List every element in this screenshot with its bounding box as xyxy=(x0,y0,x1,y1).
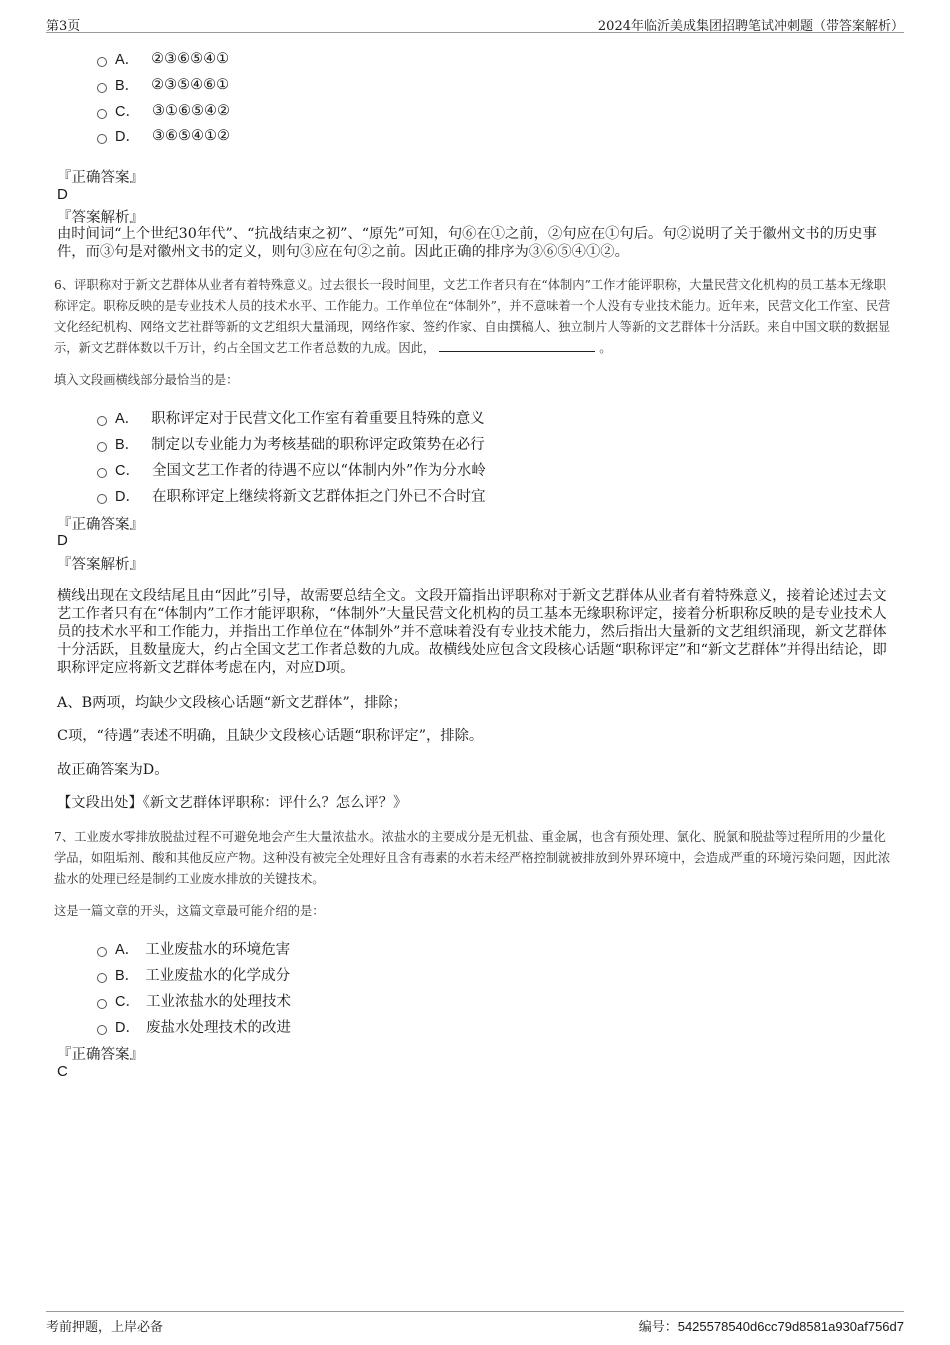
q7-prompt: 这是一篇文章的开头，这篇文章最可能介绍的是： xyxy=(54,904,325,918)
q7-stem: 7、工业废水零排放脱盐过程不可避免地会产生大量浓盐水。浓盐水的主要成分是无机盐、重金属，也含有预处理、氯化、脱氯和脱盐等过程所用的少量化学品，如阻垢剂、酸和其他反应产物。这种没有被完全处理好且含有毒素的水若未经严格控制就被排放到外界环境中，会造成严重的环境污染问题，因此浓盐水的处理已经是制约工业废水排放的关键技术。 xyxy=(54,830,891,886)
q6-analysis-conclusion: 故正确答案为D。 xyxy=(57,762,169,778)
q7-option-c[interactable]: C． 工业浓盐水的处理技术 xyxy=(97,990,291,1011)
q5-answer: D xyxy=(57,186,68,203)
q6-option-d[interactable]: D． 在职称评定上继续将新文艺群体拒之门外已不合时宜 xyxy=(97,485,485,506)
q6-source: 【文段出处】《新文艺群体评职称：评什么？怎么评？》 xyxy=(57,795,408,811)
radio-icon[interactable] xyxy=(97,109,107,119)
radio-icon[interactable] xyxy=(97,1025,107,1035)
radio-icon[interactable] xyxy=(97,416,107,426)
q6-prompt: 填入文段画横线部分最恰当的是： xyxy=(54,373,239,387)
radio-icon[interactable] xyxy=(97,973,107,983)
radio-icon[interactable] xyxy=(97,947,107,957)
q5-option-c[interactable]: C． ③①⑥⑤④② xyxy=(97,100,230,121)
radio-icon[interactable] xyxy=(97,442,107,452)
q6-analysis-ab: A、B两项，均缺少文段核心话题“新文艺群体”，排除； xyxy=(57,695,407,711)
q5-answer-tag: 『正确答案』 xyxy=(57,170,144,186)
q6-option-a[interactable]: A． 职称评定对于民营文化工作室有着重要且特殊的意义 xyxy=(97,407,485,428)
radio-icon[interactable] xyxy=(97,468,107,478)
q5-analysis-tag: 『答案解析』 xyxy=(57,210,144,226)
radio-icon[interactable] xyxy=(97,999,107,1009)
q7-answer: C xyxy=(57,1063,68,1080)
radio-icon[interactable] xyxy=(97,134,107,144)
q6-option-b[interactable]: B． 制定以专业能力为考核基础的职称评定政策势在必行 xyxy=(97,433,485,454)
page-number: 第3页 xyxy=(46,19,81,34)
q7-option-d[interactable]: D． 废盐水处理技术的改进 xyxy=(97,1016,291,1037)
q6-stem: 6、评职称对于新文艺群体从业者有着特殊意义。过去很长一段时间里，文艺工作者只有在“体制内”工作才能评职称，大量民营文化机构的员工基本无缘职称评定。职称反映的是专业技术人员的技术水平、工作能力。工作单位在“体制外”，并不意味着一个人没有专业技术能力。近年来，民营文化工作室、民营文化经纪机构、网络文艺社群等新的文艺组织大量涌现，网络作家、签约作家、自由撰稿人、独立制片人等新的文艺群体十分活跃。来自中国文联的数据显示，新文艺群体数以千万计，约占全国文艺工作者总数的九成。因此， 。 xyxy=(54,278,891,355)
q7-option-b[interactable]: B． 工业废盐水的化学成分 xyxy=(97,964,290,985)
q5-option-b[interactable]: B． ②③⑤④⑥① xyxy=(97,74,229,95)
q7-option-a[interactable]: A． 工业废盐水的环境危害 xyxy=(97,938,290,959)
radio-icon[interactable] xyxy=(97,494,107,504)
q6-analysis-tag: 『答案解析』 xyxy=(57,557,144,573)
q5-option-d[interactable]: D． ③⑥⑤④①② xyxy=(97,125,230,146)
document-title: 2024年临沂美成集团招聘笔试冲刺题（带答案解析） xyxy=(597,19,904,34)
q6-analysis-c: C项，“待遇”表述不明确，且缺少文段核心话题“职称评定”，排除。 xyxy=(57,728,484,744)
footer-slogan: 考前押题，上岸必备 xyxy=(46,1320,164,1335)
q6-answer: D xyxy=(57,532,68,549)
q5-analysis: 由时间词“上个世纪30年代”、“抗战结束之初”、“原先”可知，句⑥在①之前，②句应在①句后。句②说明了关于徽州文书的历史事件，而③句是对徽州文书的定义，则句③应在句②之前。因此正确的排序为③⑥⑤④①②。 xyxy=(57,226,877,260)
q7-answer-tag: 『正确答案』 xyxy=(57,1047,144,1063)
document-code: 编号：5425578540d6cc79d8581a930af756d7 xyxy=(638,1319,904,1335)
q5-option-a[interactable]: A． ②③⑥⑤④① xyxy=(97,48,229,69)
answer-blank xyxy=(439,339,595,352)
radio-icon[interactable] xyxy=(97,83,107,93)
radio-icon[interactable] xyxy=(97,57,107,67)
page-footer xyxy=(46,1311,904,1336)
q6-option-c[interactable]: C． 全国文艺工作者的待遇不应以“体制内外”作为分水岭 xyxy=(97,459,486,480)
q6-answer-tag: 『正确答案』 xyxy=(57,517,144,533)
page-header xyxy=(46,12,904,33)
q6-analysis-main: 横线出现在文段结尾且由“因此”引导，故需要总结全文。文段开篇指出评职称对于新文艺群体从业者有着特殊意义，接着论述过去文艺工作者只有在“体制内”工作才能评职称，“体制外”大量民营文化机构的员工基本无缘职称评定，接着分析职称反映的是专业技术人员的技术水平和工作能力，并指出工作单位在“体制外”并不意味着没有专业技术能力，然后指出大量新的文艺组织涌现，新文艺群体十分活跃，且数量庞大，约占全国文艺工作者总数的九成。故横线处应包含文段核心话题“职称评定”和“新文艺群体”并得出结论，即职称评定应将新文艺群体考虑在内，对应D项。 xyxy=(57,588,887,676)
